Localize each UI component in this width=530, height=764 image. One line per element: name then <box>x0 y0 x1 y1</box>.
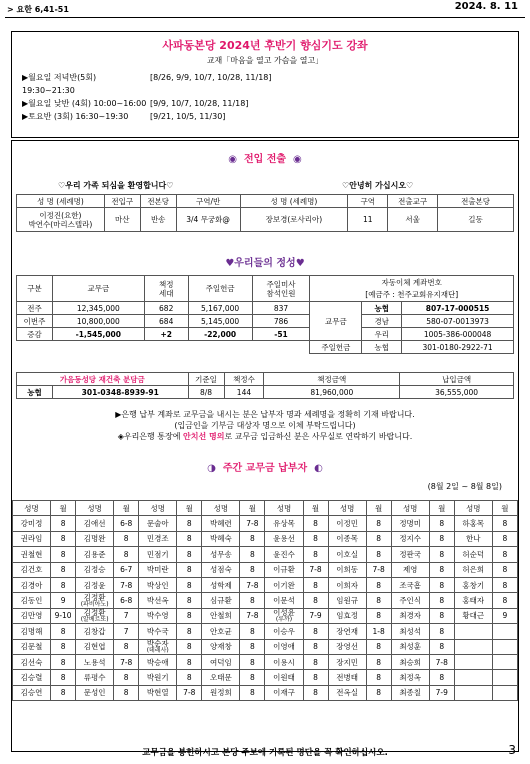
donors-row <box>13 624 518 639</box>
donor-month: 월 <box>51 501 76 516</box>
donor-name: 박상인 <box>139 577 177 592</box>
donor-name: 이승우 <box>265 624 303 639</box>
offering-account-row: 주일헌금 농협 301-0180-2922-71 <box>17 341 514 354</box>
course-box <box>11 31 519 138</box>
donor-month: 1-8 <box>366 624 391 639</box>
donor-name: 이영애 <box>265 639 303 654</box>
donors-title: ◑ 주간 교무금 납부자 ◐ <box>207 463 323 474</box>
donor-name <box>454 670 492 685</box>
donor-name: 장영선 <box>328 639 366 654</box>
donor-name: 권라임 <box>13 531 51 546</box>
donor-name: 최종칠 <box>391 685 429 700</box>
donor-name: 성무송 <box>202 547 240 562</box>
donor-name: 성명 <box>391 501 429 516</box>
donor-month: 8 <box>429 608 454 623</box>
donor-month: 8 <box>240 624 265 639</box>
donor-name: 홍태자 <box>454 593 492 608</box>
donor-name: 박수영 <box>139 608 177 623</box>
donor-month: 6-8 <box>114 516 139 531</box>
donor-month: 8 <box>492 593 517 608</box>
donor-month: 8 <box>240 531 265 546</box>
donor-name: 안철희 <box>202 608 240 623</box>
donor-name: 권철현 <box>13 547 51 562</box>
donor-name: 성명 <box>454 501 492 516</box>
donor-month: 8 <box>492 516 517 531</box>
main-box <box>11 140 519 752</box>
schedule-row <box>22 110 518 123</box>
donor-month: 8 <box>303 654 328 669</box>
donor-name: 주인식 <box>391 593 429 608</box>
donor-month: 8 <box>51 577 76 592</box>
donor-name: 김창갑 <box>76 624 114 639</box>
circle-dot-icon: ◉ <box>293 154 302 165</box>
donor-month: 8 <box>51 670 76 685</box>
donor-month: 7-8 <box>366 562 391 577</box>
donor-name: 최성석 <box>391 624 429 639</box>
farewell-text: ♡안녕히 가십시오♡ <box>342 181 414 190</box>
donor-month: 7-9 <box>303 608 328 623</box>
donor-name: 김정환 (파비아노) <box>76 593 114 608</box>
donor-name: 김만영 <box>13 608 51 623</box>
donor-month: 8 <box>240 670 265 685</box>
donor-name: 민경조 <box>139 531 177 546</box>
donor-month: 8 <box>429 639 454 654</box>
donor-month: 8 <box>177 547 202 562</box>
donor-name: 원정희 <box>202 685 240 700</box>
donor-month <box>492 685 517 700</box>
half-circle-icon: ◑ <box>207 463 216 474</box>
donor-month: 8 <box>429 624 454 639</box>
donor-name: 박선옥 <box>139 593 177 608</box>
donor-name: 김정윤 <box>76 577 114 592</box>
header-divider <box>5 17 525 18</box>
schedule-class: ▶월요일 낮반 (4회) 10:00~16:00 <box>22 99 147 108</box>
donor-name: 박혜련 <box>202 516 240 531</box>
donors-table <box>12 500 518 701</box>
donor-name: 성학제 <box>202 577 240 592</box>
donor-name: 제영 <box>391 562 429 577</box>
donor-month: 8 <box>240 685 265 700</box>
donor-month: 8 <box>429 547 454 562</box>
donor-month <box>492 654 517 669</box>
donor-month: 8 <box>303 670 328 685</box>
donor-month: 8 <box>492 577 517 592</box>
donor-month: 7 <box>114 624 139 639</box>
donor-name: 안호균 <box>202 624 240 639</box>
donor-month: 8 <box>51 547 76 562</box>
donor-name: 정명미 <box>391 516 429 531</box>
donor-name: 민점기 <box>139 547 177 562</box>
donor-name: 김현엽 <box>76 639 114 654</box>
donor-name: 임효정 <box>328 608 366 623</box>
donor-month: 8 <box>51 516 76 531</box>
donor-name: 이재구 <box>265 685 303 700</box>
donor-name: 김정환 (알베르또) <box>76 608 114 623</box>
donor-month: 8 <box>114 685 139 700</box>
donor-month: 8 <box>303 624 328 639</box>
donor-name: 이문석 <box>265 593 303 608</box>
donor-month: 8 <box>366 685 391 700</box>
donor-name: 황대근 <box>454 608 492 623</box>
donor-name: 김정승 <box>76 562 114 577</box>
donors-row <box>13 547 518 562</box>
donor-month: 7 <box>114 608 139 623</box>
donor-month: 월 <box>303 501 328 516</box>
scripture-ref: > 요한 6,41-51 <box>7 5 69 14</box>
donor-month: 8 <box>114 531 139 546</box>
donors-row <box>13 562 518 577</box>
donor-month: 9-10 <box>51 608 76 623</box>
donor-month: 8 <box>240 639 265 654</box>
donor-name: 김명완 <box>76 531 114 546</box>
donor-name: 홍창기 <box>454 577 492 592</box>
donor-month: 8 <box>366 547 391 562</box>
welcome-text: ♡우리 가족 되심을 환영합니다♡ <box>58 181 174 190</box>
donor-month <box>492 624 517 639</box>
donor-name: 이용시 <box>265 654 303 669</box>
donor-name: 조국흠 <box>391 577 429 592</box>
donor-name: 박원기 <box>139 670 177 685</box>
donor-month: 8 <box>51 654 76 669</box>
donors-row <box>13 516 518 531</box>
donor-month <box>492 670 517 685</box>
donors-row <box>13 608 518 623</box>
donor-name: 성명 <box>13 501 51 516</box>
donor-name: 여덕임 <box>202 654 240 669</box>
donor-month: 월 <box>114 501 139 516</box>
donor-name: 박순자 (데레사) <box>139 639 177 654</box>
finance-header-row: 구분 교무금 책정 세대 주일헌금 주일미사 참석인원 자동이체 계좌번호 <box>17 276 514 289</box>
donor-name: 이호실 <box>328 547 366 562</box>
donor-month: 8 <box>177 516 202 531</box>
bulletin-date: 2024. 8. 11 <box>454 1 518 12</box>
footer-text: 교무금을 봉헌하시고 본당 주보에 기록된 명단을 꼭 확인하십시오. <box>142 748 388 758</box>
donor-month: 8 <box>51 639 76 654</box>
donor-month: 8 <box>51 562 76 577</box>
rebuild-fund-table <box>16 372 514 399</box>
donor-name: 김승렬 <box>13 670 51 685</box>
donor-month: 8 <box>240 593 265 608</box>
finance-row: 증감 -1,545,000 +2 -22,000 -51 우리 1005-386-000048 <box>17 328 514 341</box>
donor-name: 이종목 <box>328 531 366 546</box>
donors-period: (8월 2일 ~ 8월 8일) <box>427 482 502 491</box>
donor-name: 이원태 <box>265 670 303 685</box>
donor-name: 유상목 <box>265 516 303 531</box>
notice: ▶은행 납부 계좌로 교무금을 내시는 분은 납부자 명과 세례명을 정확히 기재 바랍니다. (입금인을 기부금 대상자 명으로 이체 부탁드립니다) ◈우리은행 통장에 안치선 명의로 교무금 입금하신 분은 사무실로 연락하기 바랍니다. <box>115 410 415 441</box>
donor-name: 이기완 <box>265 577 303 592</box>
donor-name: 노용석 <box>76 654 114 669</box>
donor-month: 8 <box>303 547 328 562</box>
donor-name: 김애선 <box>76 516 114 531</box>
donor-month: 7-8 <box>240 608 265 623</box>
schedule-dates: [9/9, 10/7, 10/28, 11/18] <box>150 99 249 108</box>
donor-month: 8 <box>51 531 76 546</box>
donor-month: 8 <box>429 531 454 546</box>
donor-month: 7-8 <box>177 685 202 700</box>
donor-name: 허은희 <box>454 562 492 577</box>
donor-name: 박미란 <box>139 562 177 577</box>
donor-name: 류평수 <box>76 670 114 685</box>
fund-title: 가음동성당 재건축 분담금 <box>17 373 189 386</box>
donor-month: 8 <box>366 577 391 592</box>
donor-month: 8 <box>240 654 265 669</box>
donor-month: 8 <box>366 608 391 623</box>
donor-month: 8 <box>177 639 202 654</box>
donor-name: 심규환 <box>202 593 240 608</box>
donors-row <box>13 639 518 654</box>
donors-row <box>13 670 518 685</box>
donor-name: 성명 <box>202 501 240 516</box>
donor-name: 이정민 <box>328 516 366 531</box>
schedule-row <box>22 97 518 110</box>
donor-month: 8 <box>51 624 76 639</box>
course-title: 사파동본당 2024년 후반기 향심기도 강좌 <box>162 39 368 52</box>
page-number: 3 <box>508 743 516 757</box>
donor-month: 8 <box>366 639 391 654</box>
donor-month: 월 <box>429 501 454 516</box>
donor-month <box>492 639 517 654</box>
donor-name: 허순덕 <box>454 547 492 562</box>
donor-name: 정지수 <box>391 531 429 546</box>
donor-month: 7-9 <box>429 685 454 700</box>
donor-name <box>454 654 492 669</box>
circle-dot-icon: ◉ <box>228 154 237 165</box>
donor-month: 8 <box>177 608 202 623</box>
donor-name: 윤용선 <box>265 531 303 546</box>
donor-month: 8 <box>114 639 139 654</box>
donor-month: 월 <box>492 501 517 516</box>
donor-month: 7-8 <box>114 577 139 592</box>
donor-month: 8 <box>51 685 76 700</box>
incoming-names: 이정진(요한) 박연수(마리스텔라) <box>17 208 105 232</box>
donor-month: 8 <box>177 670 202 685</box>
donor-month: 9 <box>51 593 76 608</box>
donor-name: 박현열 <box>139 685 177 700</box>
donor-name: 성명 <box>139 501 177 516</box>
fund-header-row: 가음동성당 재건축 분담금 기준일 책정수 책정금액 납입금액 <box>17 373 514 386</box>
donor-name: 김승연 <box>13 685 51 700</box>
donor-name: 장연재 <box>328 624 366 639</box>
finance-title: ♥우리들의 정성♥ <box>225 258 305 269</box>
donor-month: 8 <box>303 516 328 531</box>
donor-month: 8 <box>177 577 202 592</box>
donor-month: 8 <box>429 577 454 592</box>
donors-row <box>13 577 518 592</box>
donor-month: 8 <box>177 624 202 639</box>
donor-month: 8 <box>366 670 391 685</box>
donor-month: 8 <box>492 547 517 562</box>
donor-month: 8 <box>303 685 328 700</box>
donor-name: 최승희 <box>391 654 429 669</box>
donor-name: 양재창 <box>202 639 240 654</box>
dues-label: 교무금 <box>310 302 362 341</box>
schedule-class: ▶월요일 저녁반(5회) 19:30~21:30 <box>22 73 97 95</box>
donor-month: 9 <box>492 608 517 623</box>
schedule-dates: [9/21, 10/5, 11/30] <box>150 112 226 121</box>
donor-month: 7-8 <box>240 516 265 531</box>
course-schedule <box>22 71 518 123</box>
donor-name: 김동인 <box>13 593 51 608</box>
donor-name: 정판국 <box>391 547 429 562</box>
donor-month: 7-8 <box>429 654 454 669</box>
donor-month: 8 <box>366 516 391 531</box>
donor-name: 박승애 <box>139 654 177 669</box>
donors-header-row <box>13 501 518 516</box>
donor-month: 8 <box>303 531 328 546</box>
donor-month: 6-7 <box>114 562 139 577</box>
donor-name: 성명 <box>265 501 303 516</box>
transfer-row: 이정진(요한) 박연수(마리스텔라) 마산 반송 3/4 무궁화@ 장보경(로사리아) 11 서울 길동 <box>17 208 514 232</box>
donor-name: 전옥실 <box>328 685 366 700</box>
donor-month: 8 <box>303 577 328 592</box>
donor-name: 오태문 <box>202 670 240 685</box>
donor-name: 이규환 <box>265 562 303 577</box>
donor-month: 8 <box>366 531 391 546</box>
donor-name: 이희자 <box>328 577 366 592</box>
donor-month: 7-8 <box>240 577 265 592</box>
donor-month: 월 <box>177 501 202 516</box>
finance-row: 이번주 10,800,000 684 5,145,000 786 경남 580-07-0013973 <box>17 315 514 328</box>
donor-month: 8 <box>429 516 454 531</box>
donor-name: 최성훈 <box>391 639 429 654</box>
transfer-header-row: 성 명 (세례명) 전입구 전본당 구역/반 성 명 (세례명) 구역 전출교구 전출본당 <box>17 195 514 208</box>
donor-month: 8 <box>177 562 202 577</box>
donors-row <box>13 593 518 608</box>
donor-name: 박수국 <box>139 624 177 639</box>
donor-name: 김경아 <box>13 577 51 592</box>
donor-name: 최정옥 <box>391 670 429 685</box>
half-circle-icon: ◐ <box>314 463 323 474</box>
transfer-title: ◉ 전입 전출 ◉ <box>228 154 302 165</box>
donor-name: 성명 <box>76 501 114 516</box>
donor-month: 8 <box>492 562 517 577</box>
fund-row: 농협 301-0348-8939-91 8/8 144 81,960,000 36,555,000 <box>17 386 514 399</box>
donor-month: 8 <box>303 639 328 654</box>
donor-name: 성점숙 <box>202 562 240 577</box>
schedule-dates: [8/26, 9/9, 10/7, 10/28, 11/18] <box>150 73 272 82</box>
donor-month: 8 <box>177 593 202 608</box>
transfer-table <box>16 194 514 232</box>
donor-month: 8 <box>429 562 454 577</box>
donor-name: 이희동 <box>328 562 366 577</box>
donor-name: 문성인 <box>76 685 114 700</box>
donor-name: 전병태 <box>328 670 366 685</box>
donor-name <box>454 624 492 639</box>
donor-name: 임원규 <box>328 593 366 608</box>
schedule-row <box>22 71 518 97</box>
donor-month: 8 <box>429 670 454 685</box>
donor-month: 8 <box>429 593 454 608</box>
donor-name: 김선숙 <box>13 654 51 669</box>
donor-month: 8 <box>366 654 391 669</box>
donor-month: 월 <box>366 501 391 516</box>
donor-name <box>454 685 492 700</box>
donor-name: 성명 <box>328 501 366 516</box>
donors-row <box>13 685 518 700</box>
donor-month: 8 <box>492 531 517 546</box>
donor-name: 장지민 <box>328 654 366 669</box>
schedule-class: ▶토요반 (3회) 16:30~19:30 <box>22 112 129 121</box>
donor-name: 문술아 <box>139 516 177 531</box>
donor-month: 7-8 <box>303 562 328 577</box>
donor-name: 하홍목 <box>454 516 492 531</box>
donor-name: 이성윤 (루까) <box>265 608 303 623</box>
donors-row <box>13 654 518 669</box>
course-textbook: 교재「마음을 열고 가슴을 열고」 <box>206 56 324 65</box>
donor-month: 8 <box>114 670 139 685</box>
donor-month: 8 <box>240 562 265 577</box>
donor-month: 월 <box>240 501 265 516</box>
donor-month: 7-8 <box>114 654 139 669</box>
donor-name: 김문철 <box>13 639 51 654</box>
donor-month: 6-8 <box>114 593 139 608</box>
donor-month: 8 <box>366 593 391 608</box>
donor-month: 8 <box>114 547 139 562</box>
donor-name: 김건호 <box>13 562 51 577</box>
donors-row <box>13 531 518 546</box>
donor-month: 8 <box>177 654 202 669</box>
donor-name: 강미정 <box>13 516 51 531</box>
finance-row: 전주 12,345,000 682 5,167,000 837 교무금 농협 807-17-000515 <box>17 302 514 315</box>
donor-month: 8 <box>177 531 202 546</box>
donor-name: 한나 <box>454 531 492 546</box>
donor-name <box>454 639 492 654</box>
donor-name: 김명해 <box>13 624 51 639</box>
donor-month: 8 <box>240 547 265 562</box>
donor-name: 최경자 <box>391 608 429 623</box>
donor-month: 8 <box>303 593 328 608</box>
finance-table: 구분 교무금 책정 세대 주일헌금 주일미사 참석인원 자동이체 계좌번호 [예금주 : 천주교회유지재단] 전주 12,345,000 682 5,167,000 837 교무금 농협 807-17-000515 이번주 10,800,000 684 5,145,000 786 경남 580-07-0013973 증감 -1,545,000 +2 -22,000 -51 우리 1005-386-000048 주일헌금 농협 301-0180-2922-71 <box>16 275 514 354</box>
donor-name: 박혜숙 <box>202 531 240 546</box>
donor-name: 윤진수 <box>265 547 303 562</box>
donor-name: 김용준 <box>76 547 114 562</box>
